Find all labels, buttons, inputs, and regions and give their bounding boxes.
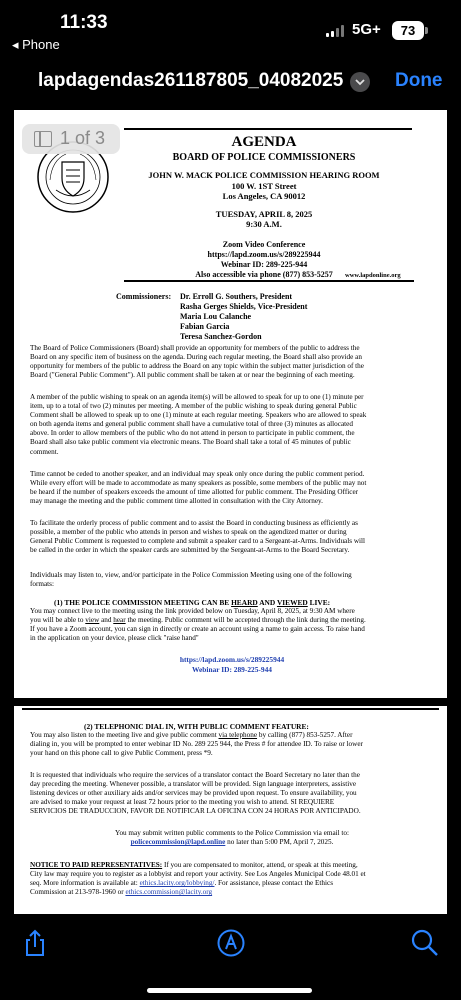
text-line: are advised to make your request at least 72 hours prior to the meeting you wish to attend. SI REQUIERE xyxy=(30,798,335,807)
clock: 11:33 xyxy=(60,12,108,33)
home-indicator[interactable] xyxy=(147,988,312,993)
webinar-id: Webinar ID: 289-225-944 xyxy=(220,260,308,269)
text-span: You may also listen to the meeting live and give public comment xyxy=(30,731,219,739)
text-span: and xyxy=(99,616,114,625)
ethics-lobbying-link[interactable]: ethics.lacity.org/lobbying/ xyxy=(139,879,215,888)
commissioner-name: Fabian Garcia xyxy=(180,322,230,331)
written-comment-paragraph xyxy=(30,829,434,847)
text-line: dialing in, you will be prompted to enter webinar ID No. 289 225 944, the Press # for attendee ID. To raise or lower xyxy=(30,740,363,749)
text-span: the meeting. Public comment will be accepted through the link during the meeting. xyxy=(125,616,366,625)
text-line: be called in the order in which the speaker cards are submitted by the Sergeant-at-Arms to the Board Secretary. xyxy=(30,546,350,555)
text-line: Board shall also take public comment via electronic means. The Board shall take a total of 45 minutes of public xyxy=(30,438,351,447)
heading-text: AND xyxy=(257,598,277,607)
hearing-room: JOHN W. MACK POLICE COMMISSION HEARING ROOM xyxy=(148,170,380,180)
back-to-phone-link[interactable]: ◂ Phone xyxy=(12,37,60,52)
bottom-toolbar xyxy=(0,918,461,1000)
document-title[interactable]: lapdagendas261187805_04082025 xyxy=(38,70,344,91)
text-span: you will be able to xyxy=(30,616,86,625)
page-top-rule xyxy=(22,708,439,710)
text-line: comment. xyxy=(30,447,59,456)
text-line: While every effort will be made to accommodate as many speakers as possible, some members of the public may not xyxy=(30,479,367,488)
text-span: Commission at 213-978-1960 or xyxy=(30,888,126,897)
speaker-card-paragraph xyxy=(30,519,434,555)
email-link[interactable]: policecommission@lapd.online xyxy=(130,838,226,847)
document-page-2[interactable] xyxy=(14,706,447,914)
speaking-time-paragraph xyxy=(30,393,434,457)
text-line: To facilitate the orderly process of public comment and to assist the Board in conducting business as efficiently as xyxy=(30,519,358,527)
text-span: via telephone xyxy=(218,731,258,739)
translator-paragraph xyxy=(30,771,434,816)
text-line: The Board of Police Commissioners (Board) shall provide an opportunity for members of the public to address the xyxy=(30,344,360,352)
text-line: Comment shall be allowed to speak up to one (1) minute at each regular meeting. Speakers who are allowed to speak xyxy=(30,411,367,420)
status-bar xyxy=(0,0,461,56)
board-name: BOARD OF POLICE COMMISSIONERS xyxy=(172,152,356,163)
text-span: If you are compensated to monitor, attend, or speak at this meeting, xyxy=(162,861,358,869)
text-line: It is requested that individuals who require the services of a translator contact the Board Secretary no later than the xyxy=(30,771,360,779)
text-span: seq. More information is available at: xyxy=(30,879,140,888)
formats-paragraph xyxy=(30,571,434,589)
live-meeting-paragraph xyxy=(30,607,434,643)
commissioner-name: Rasha Gerges Shields, Vice-President xyxy=(180,302,308,311)
text-span: . For assistance, please contact the Ethics xyxy=(214,879,333,888)
text-line: SERVICIOS DE TRADUCCION, FAVOR DE NOTIFICAR LA OFICINA CON 24 HORAS POR ANTICIPADO. xyxy=(30,807,361,816)
text-line: City law may require you to register as a lobbyist and report your activity. See Los Angeles Municipal Code 48.01 et xyxy=(30,870,366,879)
telephonic-heading: (2) TELEPHONIC DIAL IN, WITH PUBLIC COMMENT FEATURE: xyxy=(84,722,309,731)
text-line xyxy=(30,616,434,625)
zoom-title: Zoom Video Conference xyxy=(222,240,306,249)
text-line: listening devices or other auxiliary aids and/or services may be provided upon request. To ensure availability, you xyxy=(30,789,357,798)
address-line-1: 100 W. 1ST Street xyxy=(231,181,297,191)
sidebar-icon xyxy=(34,131,52,147)
phone-access: Also accessible via phone (877) 853-5257 xyxy=(195,270,333,279)
text-line: Time cannot be ceded to another speaker, and an individual may speak only once during the public comment period. xyxy=(30,470,365,478)
sub-rule xyxy=(124,280,414,282)
address-line-2: Los Angeles, CA 90012 xyxy=(222,191,306,201)
text-line: item, up to a total of two (2) minutes per meeting. A member of the public wishing to speak during general Public xyxy=(30,402,357,411)
website-link[interactable]: www.lapdonline.org xyxy=(345,272,401,279)
notice-paragraph xyxy=(30,861,434,897)
text-line: above. In order to allow members of the public who do not attend in person to participate in public comment, the xyxy=(30,429,355,438)
share-icon[interactable] xyxy=(20,928,50,958)
text-line: in the application on your device, please click "raise hand" xyxy=(30,634,199,643)
text-line xyxy=(30,731,434,740)
text-line: Individuals may listen to, view, and/or participate in the Police Commission Meeting using one of the following xyxy=(30,571,352,579)
text-line: your hand on this phone call to give Public Comment, press *9. xyxy=(30,749,213,758)
commissioner-name: Dr. Erroll G. Southers, President xyxy=(180,292,293,301)
notice-label: NOTICE TO PAID REPRESENTATIVES: xyxy=(30,861,163,869)
commissioner-name: Teresa Sanchez-Gordon xyxy=(180,332,262,341)
text-line xyxy=(30,861,434,870)
ethics-email-link[interactable]: ethics.commission@lacity.org xyxy=(125,888,213,897)
text-line: on both agenda items and general public comment shall have a cumulative total of three (3) minutes as allocated xyxy=(30,420,353,429)
text-line: You may submit written public comments to the Police Commission via email to: xyxy=(114,829,350,837)
title-bar xyxy=(0,58,461,106)
text-line xyxy=(30,838,434,847)
ceding-time-paragraph xyxy=(30,470,434,506)
text-line: formats: xyxy=(30,580,54,589)
chevron-down-icon[interactable] xyxy=(350,72,370,92)
done-button[interactable]: Done xyxy=(395,70,443,91)
text-line: If you have a Zoom account, you can sign in directly or create an account using a name to gain access. To raise hand xyxy=(30,625,365,634)
text-line: day preceding the meeting. Whenever possible, a translator will be provided. Sign language interpreters, assistive xyxy=(30,780,357,789)
battery-icon: 73 xyxy=(392,21,424,40)
heading-text: VIEWED xyxy=(276,598,308,607)
text-line: You may connect live to the meeting using the link provided below on Tuesday, April 8, 2025, at 9:30 AM where xyxy=(30,607,355,615)
live-meeting-heading xyxy=(54,598,330,607)
text-line: Board ("General Public Comment"). All public comment shall be taken at or near the beginning of each meeting. xyxy=(30,371,355,380)
network-label: 5G+ xyxy=(352,21,381,38)
text-line xyxy=(30,888,434,897)
search-icon[interactable] xyxy=(410,928,440,958)
text-line: possible, a member of the public who attends in person and wishes to speak on the agendized matter or during xyxy=(30,528,347,537)
heading-text: (1) THE POLICE COMMISSION MEETING CAN BE xyxy=(54,598,232,607)
public-comment-paragraph xyxy=(30,344,434,380)
text-line: may manage the meeting and the public comment time allotted in consultation with the City Attorney. xyxy=(30,497,323,506)
text-span: no later than 5:00 PM, April 7, 2025. xyxy=(225,838,334,847)
text-span: hear xyxy=(113,616,126,625)
heading-text: LIVE: xyxy=(307,598,331,607)
commissioners-label: Commissioners: xyxy=(116,292,172,301)
text-line: be heard if the number of speakers exceeds the amount of time allotted for public comment. The Presiding Officer xyxy=(30,488,359,497)
meeting-time: 9:30 A.M. xyxy=(246,219,282,229)
page-counter xyxy=(22,124,120,154)
text-line: General Public Comment is requested to complete and submit a speaker card to a Sergeant-at-Arms. Individuals will xyxy=(30,537,365,546)
telephonic-paragraph xyxy=(30,731,434,758)
zoom-link[interactable]: https://lapd.zoom.us/s/289225944 xyxy=(179,655,285,664)
text-span: view xyxy=(85,616,100,625)
text-line: A member of the public wishing to speak on an agenda item(s) will be allowed to speak for up to one (1) minute per xyxy=(30,393,364,401)
text-span: by calling (877) 853-5257. After xyxy=(257,731,353,739)
page-counter-text: 1 of 3 xyxy=(60,128,106,148)
zoom-url[interactable]: https://lapd.zoom.us/s/289225944 xyxy=(207,250,321,259)
header-rule xyxy=(124,128,412,130)
markup-icon[interactable] xyxy=(216,928,246,958)
text-line: Board on any specific item of business on the agenda. During each regular meeting, the Board shall also provide an xyxy=(30,353,362,362)
document-page-1[interactable] xyxy=(14,110,447,698)
text-line: opportunity for members of the public to address the Board on any topic within the subject matter jurisdiction of the xyxy=(30,362,364,371)
zoom-webinar-id: Webinar ID: 289-225-944 xyxy=(192,665,272,674)
commissioner-name: Maria Lou Calanche xyxy=(180,312,252,321)
signal-icon xyxy=(326,25,346,37)
heading-text: HEARD xyxy=(231,598,258,607)
text-line xyxy=(30,879,434,888)
battery-tip xyxy=(425,27,428,34)
meeting-date: TUESDAY, APRIL 8, 2025 xyxy=(215,209,313,219)
agenda-title: AGENDA xyxy=(231,134,297,150)
